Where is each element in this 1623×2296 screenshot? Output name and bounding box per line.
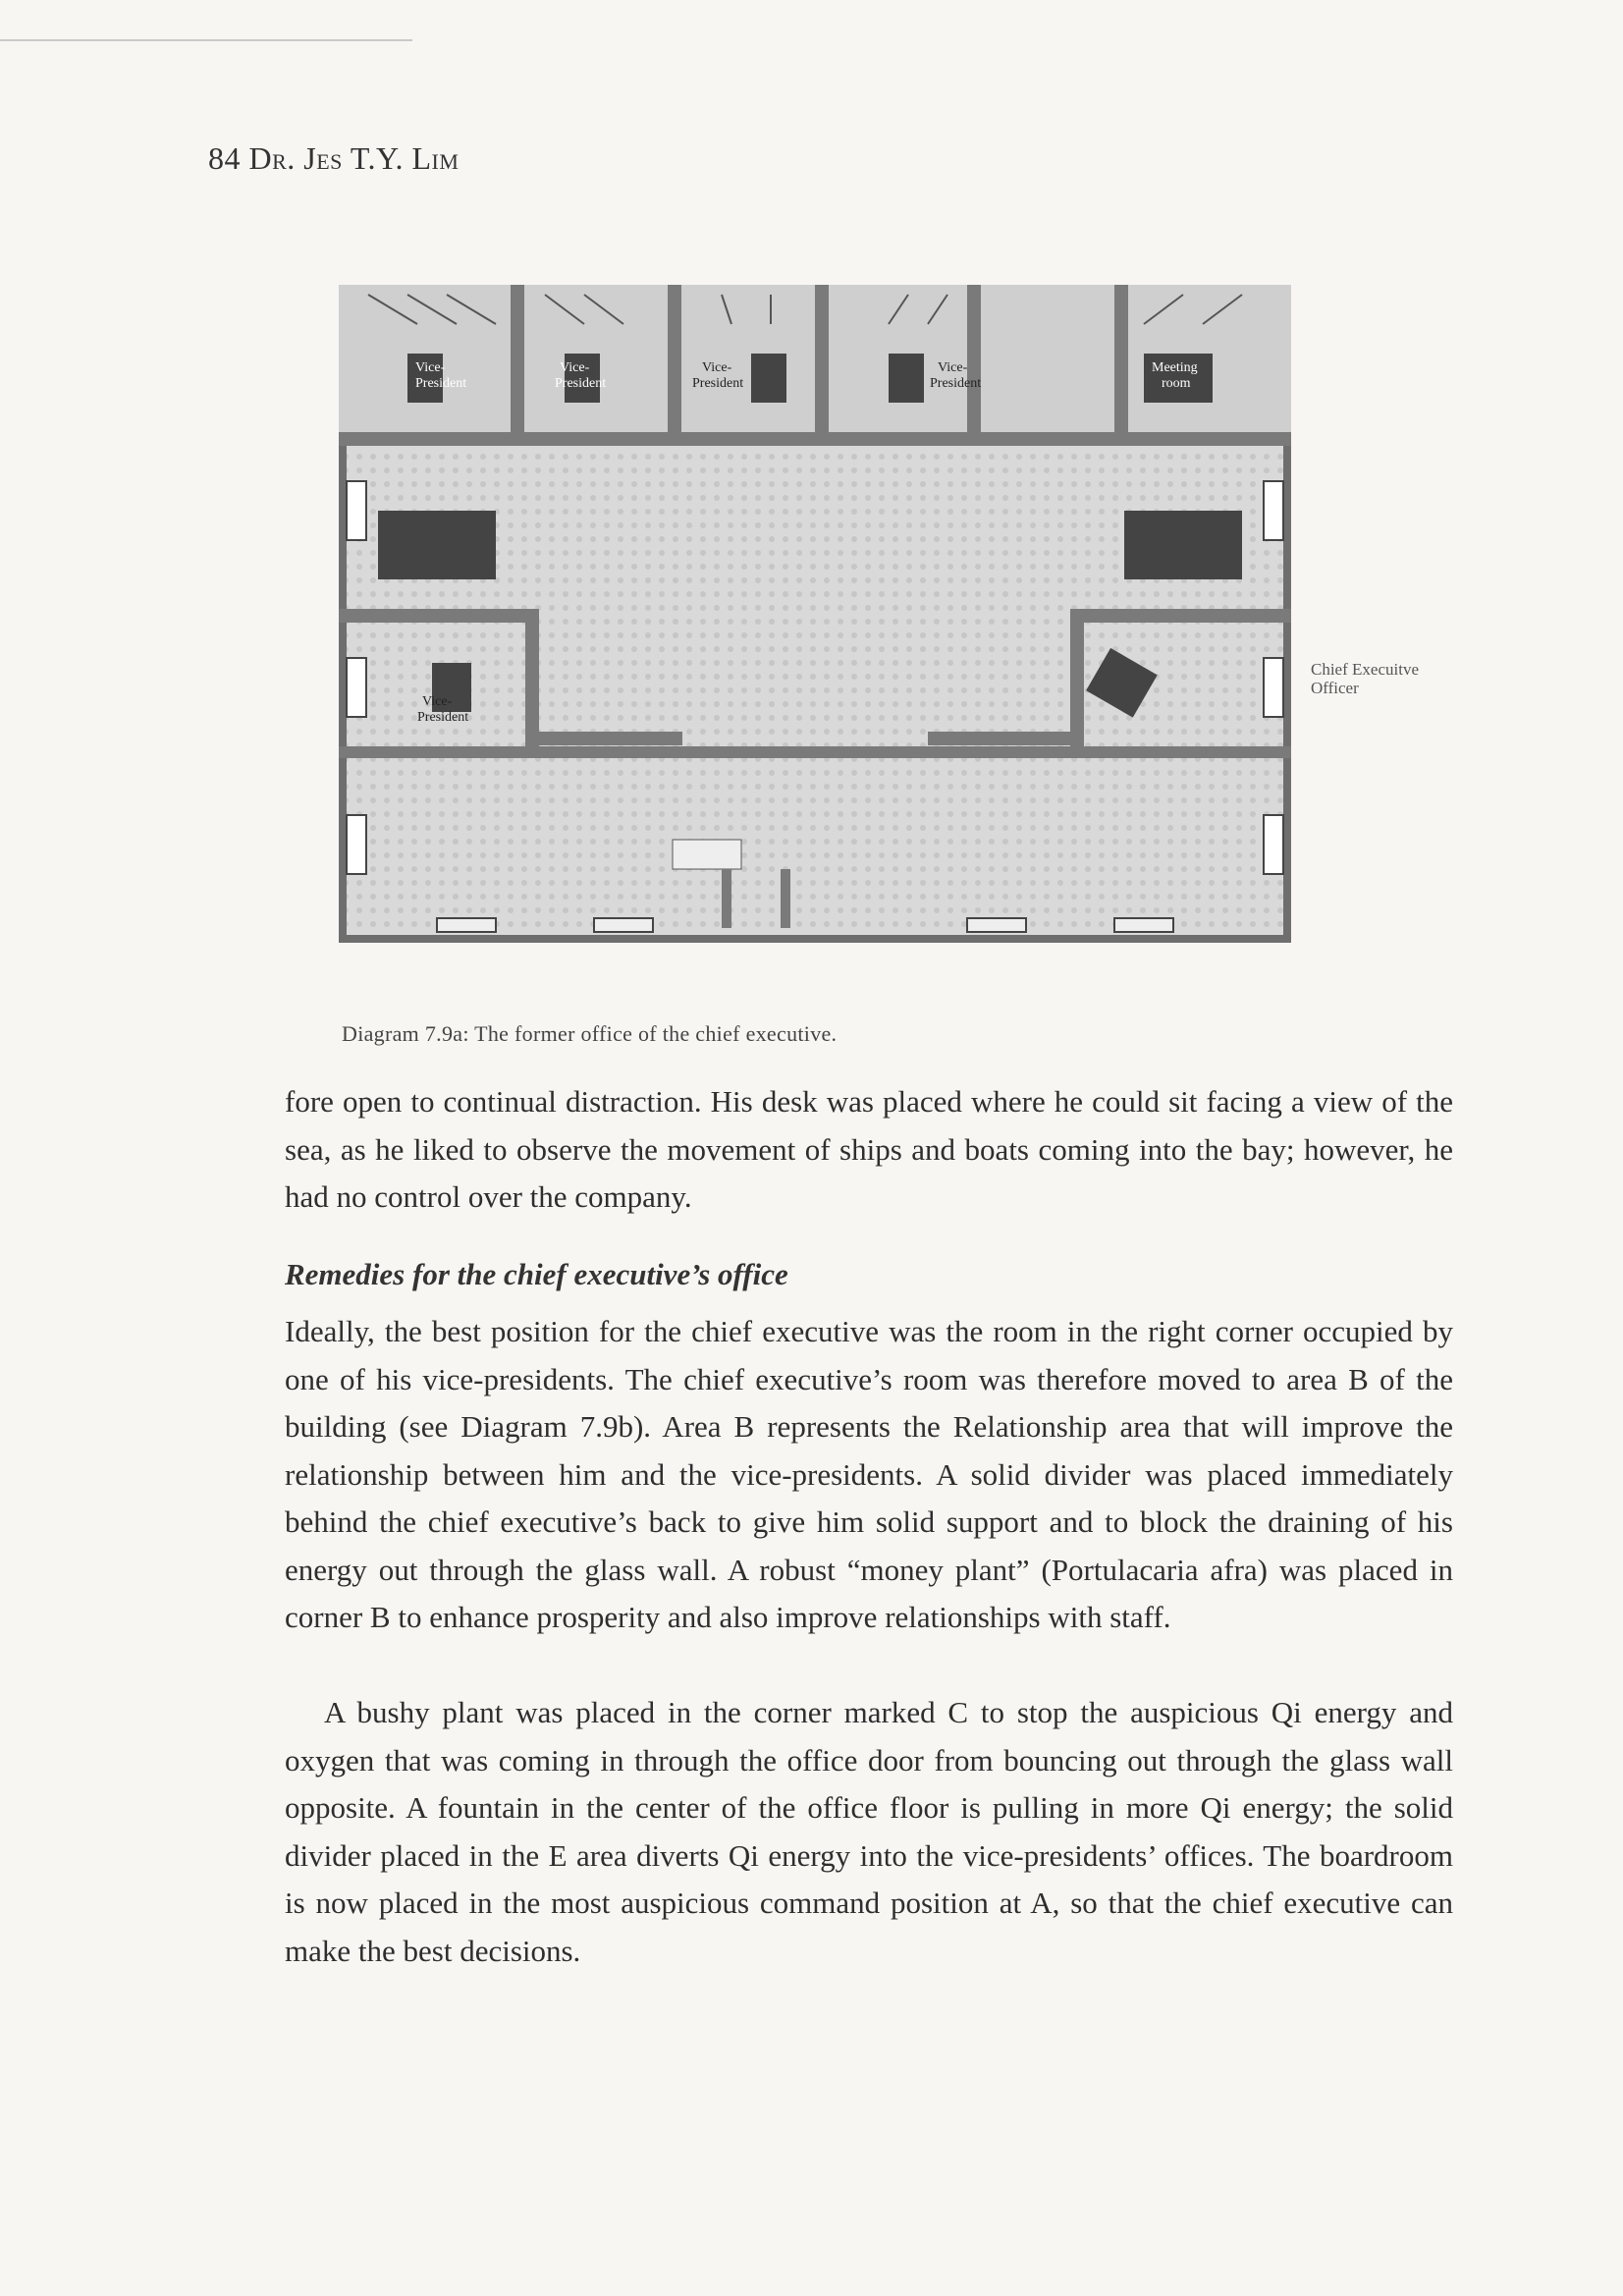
- body-paragraph-3: [285, 1689, 1453, 1975]
- label-vp5-b: President: [417, 710, 469, 725]
- label-vp4-a: Vice-: [938, 360, 968, 375]
- section-heading: Remedies for the chief executive’s office: [285, 1257, 788, 1291]
- label-vp1-b: President: [415, 376, 467, 391]
- paragraph-text: fore open to continual distraction. His desk was placed where he could sit facing a view of the sea, as he liked to observe the movement of ships and boats coming into the bay; however, he had no control over the company.: [285, 1084, 1453, 1214]
- office-floor-plan: [339, 285, 1291, 943]
- body-paragraph-2: [285, 1308, 1453, 1642]
- author-name: Dr. Jes T.Y. Lim: [248, 140, 460, 176]
- paragraph-text: A bushy plant was placed in the corner marked C to stop the auspicious Qi energy and oxygen that was coming in through the office door from bouncing out through the glass wall opposite. A fountain in the center of the office floor is pulling in more Qi energy; the solid divider placed in the E area diverts Qi energy into the vice-presidents’ offices. The boardroom is now placed in the most auspicious command position at A, so that the chief executive can make the best decisions.: [285, 1695, 1453, 1968]
- label-vp4-b: President: [930, 376, 982, 391]
- paragraph-text: Ideally, the best position for the chief executive was the room in the right corner occupied by one of his vice-presidents. The chief executive’s room was therefore moved to area B of the building (see Diagram 7.9b). Area B represents the Relationship area that will improve the relationship between him and the vice-presidents. A solid divider was placed immediately behind the chief executive’s back to give him solid support and to block the draining of his energy out through the glass wall. A robust “money plant” (Portulacaria afra) was placed in corner B to enhance prosperity and also improve relationships with staff.: [285, 1314, 1453, 1634]
- label-meeting-b: room: [1162, 376, 1191, 391]
- page-number: 84: [208, 140, 241, 176]
- scan-artifact-line: [0, 39, 412, 41]
- ceo-label-line2: Officer: [1311, 679, 1359, 697]
- label-vp1-a: Vice-: [415, 360, 446, 375]
- ceo-label-line1: Chief Execuitve: [1311, 660, 1419, 679]
- body-paragraph-1: [285, 1078, 1453, 1222]
- label-meeting-a: Meeting: [1152, 360, 1198, 375]
- label-vp2-b: President: [555, 376, 607, 391]
- label-vp5-a: Vice-: [422, 694, 453, 709]
- ceo-label: [1311, 660, 1429, 697]
- running-header: [208, 140, 459, 177]
- label-vp2-a: Vice-: [560, 360, 590, 375]
- label-vp3-b: President: [692, 376, 744, 391]
- label-vp3-a: Vice-: [702, 360, 732, 375]
- figure-caption: Diagram 7.9a: The former office of the chief executive.: [342, 1021, 838, 1046]
